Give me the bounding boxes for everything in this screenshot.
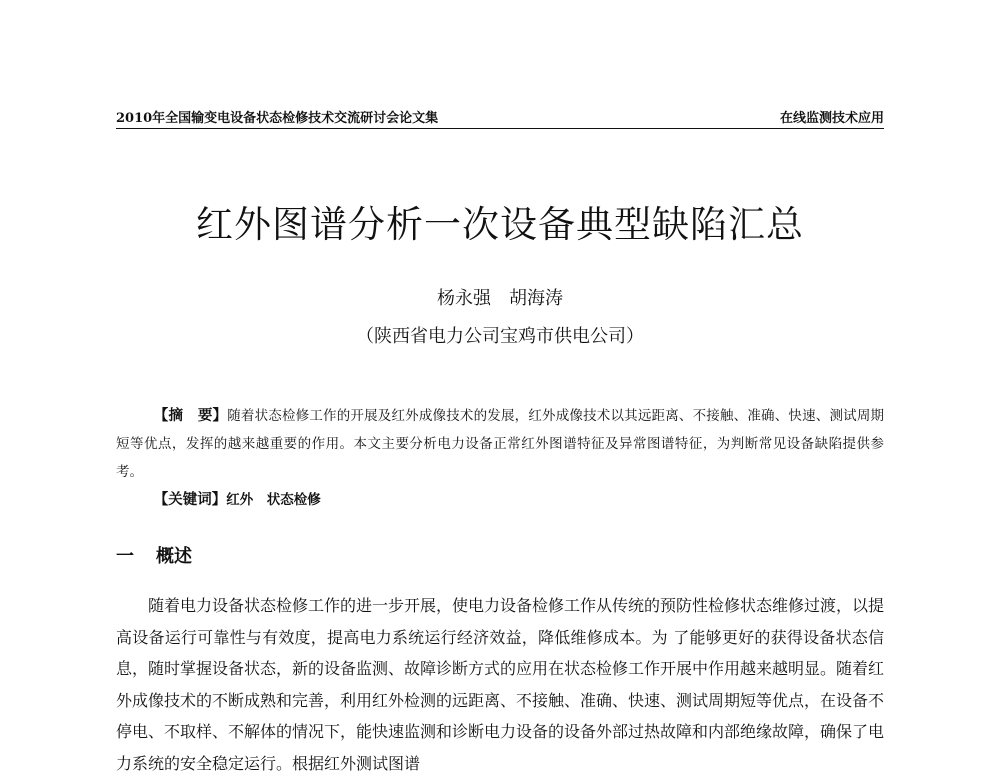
section-number: 一 [116,546,134,567]
header-section-name: 在线监测技术应用 [779,111,884,126]
paper-title: 红外图谱分析一次设备典型缺陷汇总 [196,203,804,246]
header-proceedings-title: 2010年全国输变电设备状态检修技术交流研讨会论文集 [116,111,439,126]
paper-affiliation: （陕西省电力公司宝鸡市供电公司） [356,326,644,347]
keywords [116,486,884,514]
paper-authors: 杨永强 胡海涛 [437,288,563,309]
section-title: 概述 [156,546,192,567]
section-paragraph: 随着电力设备状态检修工作的进一步开展，使电力设备检修工作从传统的预防性检修状态维修过渡，以提高设备运行可靠性与有效度，提高电力系统运行经济效益，降低维修成本。为 了能够更好的获得设备状态信息，随时掌握设备状态，新的设备监测、故障诊断方式的应用在状态检修工作开展中作用越来越明显。随着红外成像技术的不断成熟和完善，利用红外检测的远距离、不接触、准确、快速、测试周期短等优点，在设备不停电、不取样、不解体的情况下，能快速监测和诊断电力设备的设备外部过热故障和内部绝缘故障，确保了电力系统的安全稳定运行。根据红外测试图谱 [116,596,885,773]
abstract-text: 随着状态检修工作的开展及红外成像技术的发展，红外成像技术以其远距离、不接触、准确、快速、测试周期短等优点，发挥的越来越重要的作用。本文主要分析电力设备正常红外图谱特征及异常图谱特征，为判断常见设备缺陷提供参考。 [116,408,885,480]
abstract-label: 【摘 要】 [153,407,228,424]
abstract [116,402,884,486]
keywords-text: 红外 状态检修 [226,492,321,508]
running-header [116,104,884,129]
section-heading [116,542,192,568]
keywords-label: 【关键词】 [153,491,227,508]
